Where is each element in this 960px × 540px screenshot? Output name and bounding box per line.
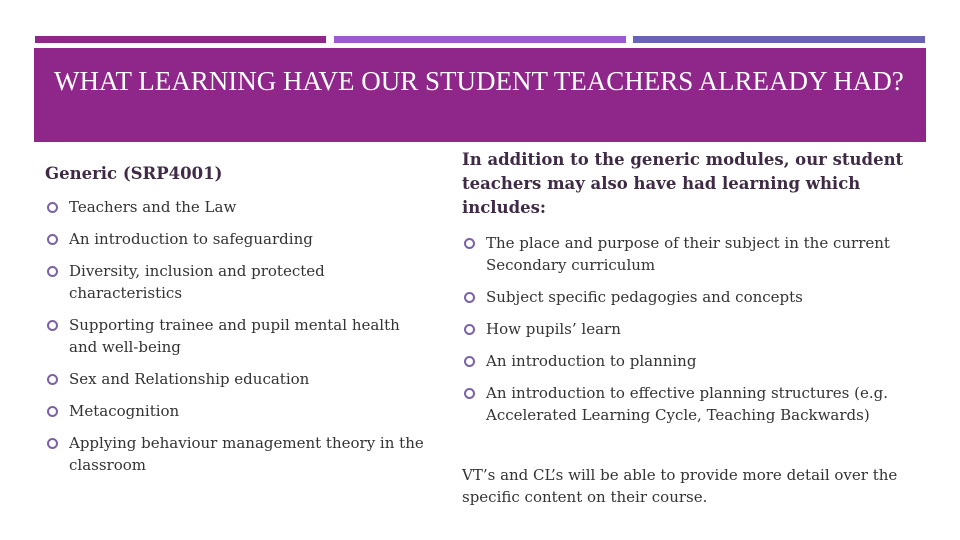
additional-heading: In addition to the generic modules, our student teachers may also have had learning which includes:: [462, 150, 904, 217]
list-item: [45, 368, 425, 390]
list-item-text: Metacognition: [69, 402, 180, 420]
generic-column: [45, 162, 425, 486]
accent-bar-1: [35, 36, 326, 43]
list-item: [462, 286, 912, 308]
slide-title: WHAT LEARNING HAVE OUR STUDENT TEACHERS ALREADY HAD?: [54, 66, 904, 96]
additional-column: [462, 148, 912, 436]
list-item: [45, 196, 425, 218]
list-item-text: An introduction to planning: [486, 352, 697, 370]
list-item: [45, 432, 425, 476]
circle-bullet-icon: [47, 320, 58, 331]
circle-bullet-icon: [47, 202, 58, 213]
circle-bullet-icon: [47, 234, 58, 245]
additional-list: [462, 232, 912, 426]
generic-heading: Generic (SRP4001): [45, 164, 223, 183]
list-item-text: Teachers and the Law: [69, 198, 237, 216]
list-item-text: An introduction to effective planning structures (e.g. Accelerated Learning Cycle, Teaching Backwards): [486, 384, 888, 424]
list-item: [45, 228, 425, 250]
list-item-text: Applying behaviour management theory in the classroom: [69, 434, 424, 474]
list-item: [462, 382, 912, 426]
accent-bar-2: [334, 36, 626, 43]
list-item-text: An introduction to safeguarding: [69, 230, 313, 248]
circle-bullet-icon: [464, 324, 475, 335]
circle-bullet-icon: [464, 356, 475, 367]
list-item: [462, 232, 912, 276]
title-banner: [34, 48, 926, 142]
list-item: [462, 350, 912, 372]
footnote: VT’s and CL’s will be able to provide more detail over the specific content on their course.: [462, 466, 898, 506]
list-item: [45, 400, 425, 422]
list-item-text: Subject specific pedagogies and concepts: [486, 288, 803, 306]
list-item-text: How pupils’ learn: [486, 320, 621, 338]
list-item-text: Diversity, inclusion and protected characteristics: [69, 262, 325, 302]
list-item: [45, 314, 425, 358]
list-item: [462, 318, 912, 340]
circle-bullet-icon: [47, 266, 58, 277]
circle-bullet-icon: [47, 438, 58, 449]
circle-bullet-icon: [464, 292, 475, 303]
circle-bullet-icon: [47, 406, 58, 417]
generic-list: [45, 196, 425, 476]
circle-bullet-icon: [464, 238, 475, 249]
list-item-text: Supporting trainee and pupil mental health and well-being: [69, 316, 400, 356]
accent-bar-3: [633, 36, 925, 43]
list-item-text: The place and purpose of their subject in the current Secondary curriculum: [486, 234, 890, 274]
list-item-text: Sex and Relationship education: [69, 370, 310, 388]
circle-bullet-icon: [47, 374, 58, 385]
circle-bullet-icon: [464, 388, 475, 399]
list-item: [45, 260, 425, 304]
